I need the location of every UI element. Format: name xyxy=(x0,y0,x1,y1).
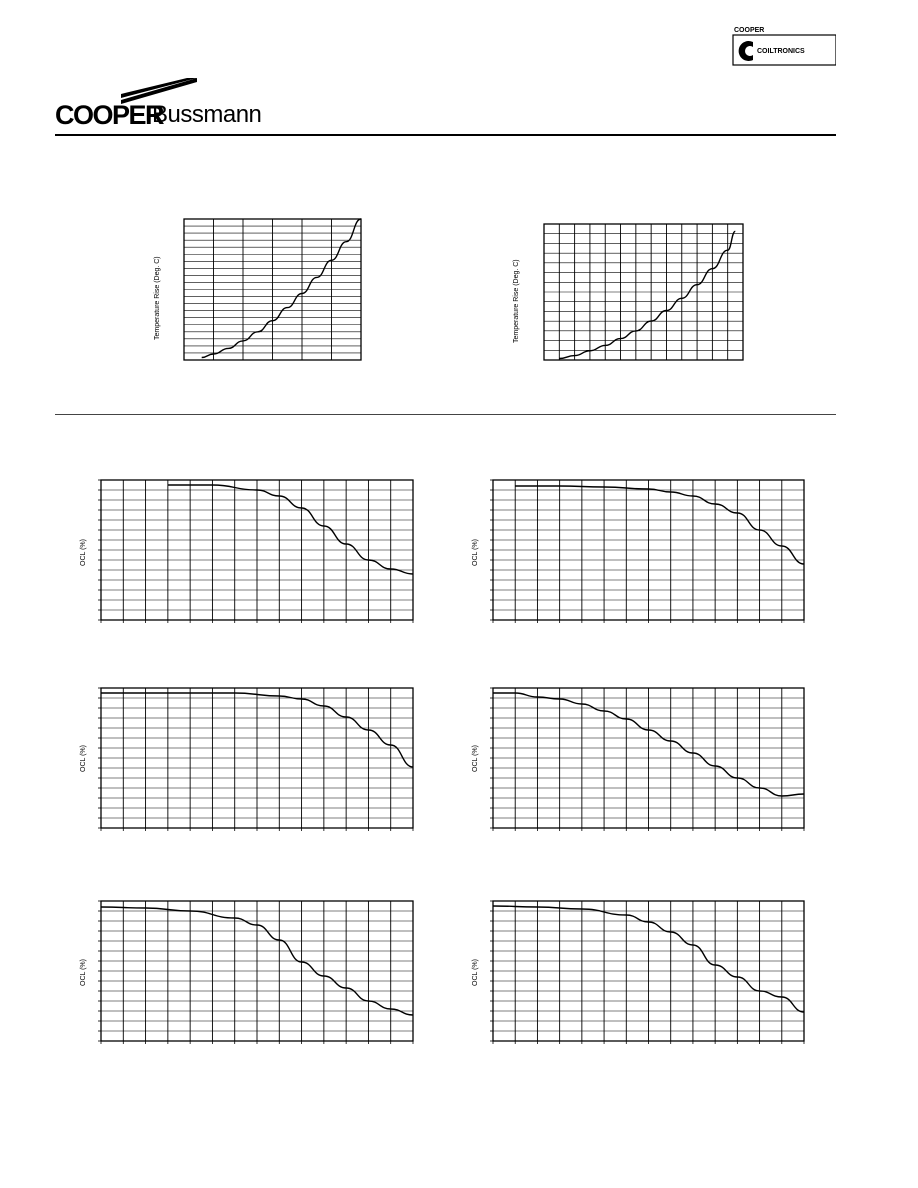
series-line xyxy=(559,231,735,358)
ocl-chart-5-ylabel: OCL (%) xyxy=(80,959,87,986)
logo-cooper-text: COOPER xyxy=(55,100,164,130)
ocl-chart-4-ylabel: OCL (%) xyxy=(472,745,479,772)
ocl-chart-2-ylabel: OCL (%) xyxy=(472,539,479,566)
temp-chart-2 xyxy=(544,224,743,360)
ocl-chart-3 xyxy=(101,688,413,828)
ocl-chart-2 xyxy=(493,480,804,620)
logo-bussmann-text: Bussmann xyxy=(152,101,262,128)
logo-corner-top-text: COOPER xyxy=(734,27,765,34)
ocl-chart-6 xyxy=(493,901,804,1041)
ocl-chart-1 xyxy=(101,480,413,620)
temp-chart-1 xyxy=(184,219,361,360)
series-line xyxy=(202,219,361,358)
ocl-chart-6-ylabel: OCL (%) xyxy=(472,959,479,986)
cooper-bussmann-logo xyxy=(55,78,275,130)
temp-chart-1-ylabel: Temperature Rise (Deg. C) xyxy=(154,256,161,340)
temp-chart-2-ylabel: Temperature Rise (Deg. C) xyxy=(513,259,520,343)
coiltronics-c-icon xyxy=(739,41,753,61)
header-rule xyxy=(55,134,836,136)
ocl-chart-5 xyxy=(101,901,413,1041)
logo-corner-brand-text: COILTRONICS xyxy=(757,48,805,55)
coiltronics-logo xyxy=(728,16,836,68)
series-line xyxy=(168,485,413,574)
ocl-chart-3-ylabel: OCL (%) xyxy=(80,745,87,772)
ocl-chart-4 xyxy=(493,688,804,828)
ocl-chart-1-ylabel: OCL (%) xyxy=(80,539,87,566)
series-line xyxy=(515,486,804,564)
section-divider xyxy=(55,414,836,415)
